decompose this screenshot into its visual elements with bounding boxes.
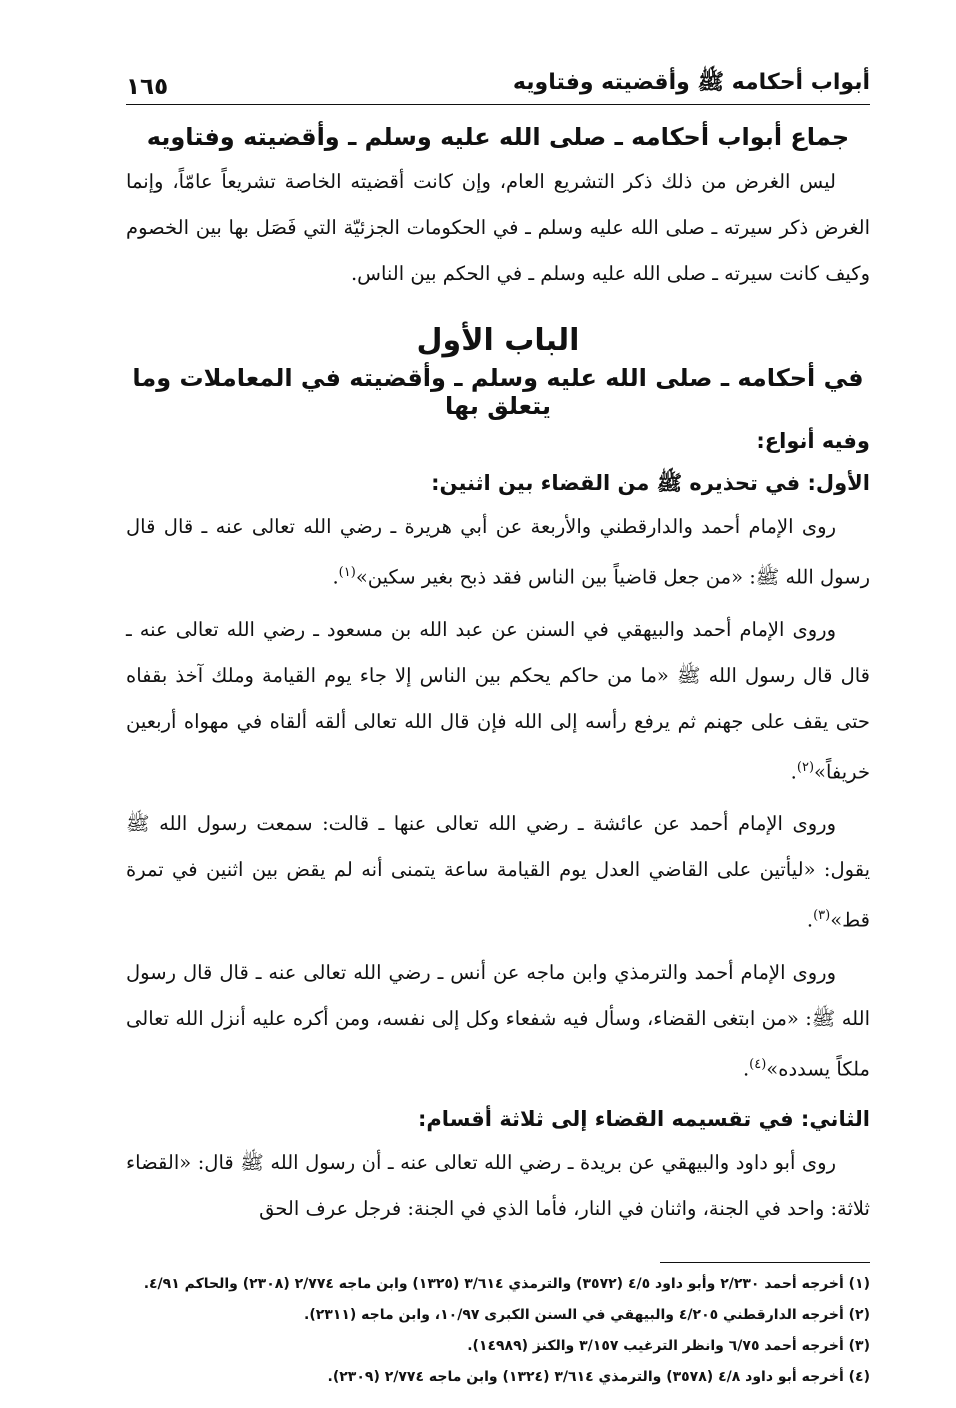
chapter-title: الباب الأول	[416, 323, 580, 358]
footnotes	[126, 1269, 870, 1393]
hadith-paragraph-3	[126, 801, 870, 944]
footnote-ref-2: (٢)	[796, 759, 815, 775]
hadith-end-4: .	[742, 1057, 750, 1080]
footnote-ref-1: (١)	[338, 565, 356, 580]
hadith-paragraph-4	[126, 950, 870, 1093]
chapter-subtitle: في أحكامه ـ صلى الله عليه وسلم ـ وأقضيته في المعاملات وما يتعلق بها	[132, 364, 864, 420]
section-title: جماع أبواب أحكامه ـ صلى الله عليه وسلم ـ وأقضيته وفتاويه	[146, 123, 850, 151]
hadith-paragraph-2	[126, 607, 870, 796]
footnote-ref-4: (٤)	[749, 1056, 767, 1072]
hadith-text-3: وروى الإمام أحمد عن عائشة ـ رضي الله تعالى عنها ـ قالت: سمعت رسول الله ﷺ يقول: «ليأتين على القاضي العدل يوم القيامة ساعة يتمنى أنه لم يقض بين اثنين في تمرة قط»	[126, 812, 870, 932]
footnote-3: (٣) أخرجه أحمد ٦/٧٥ وانظر الترغيب ٣/١٥٧ والكنز (١٤٩٨٩).	[467, 1338, 870, 1354]
hadith-end-1: .	[332, 565, 339, 589]
part1-heading: الأول: في تحذيره ﷺ من القضاء بين اثنين:	[431, 471, 870, 495]
page-number: ١٦٥	[126, 74, 169, 100]
section-intro-paragraph: ليس الغرض من ذلك ذكر التشريع العام، وإن كانت أقضيته الخاصة تشريعاً عامّاً، وإنما الغرض ذكر سيرته ـ صلى الله عليه وسلم ـ في الحكومات الجزئيّة التي فَصَل بها بين الخصوم وكيف كانت سيرته ـ صلى الله عليه وسلم ـ في الحكم بين الناس.	[126, 170, 870, 285]
part2-heading: الثاني: في تقسيمه القضاء إلى ثلاثة أقسام:	[418, 1107, 870, 1131]
footnote-2: (٢) أخرجه الدارقطني ٤/٢٠٥ والبيهقي في السنن الكبرى ١٠/٩٧، وابن ماجه (٢٣١١).	[304, 1307, 870, 1323]
hadith-text-4: وروى الإمام أحمد والترمذي وابن ماجه عن أنس ـ رضي الله تعالى عنه ـ قال قال رسول الله ﷺ: «من ابتغى القضاء، وسأل فيه شفعاء وكل إلى نفسه، ومن أكره عليه أنزل الله تعالى ملكاً يسدده»	[126, 960, 870, 1080]
chapter-intro-line: وفيه أنواع:	[756, 429, 870, 453]
footnote-ref-3: (٣)	[813, 908, 831, 923]
hadith-end-2: .	[790, 760, 797, 783]
book-page	[126, 56, 870, 1385]
hadith-text-1: روى الإمام أحمد والدارقطني والأربعة عن أبي هريرة ـ رضي الله تعالى عنه ـ قال قال رسول الله ﷺ: «من جعل قاضياً بين الناس فقد ذبح بغير سكين»	[126, 515, 870, 589]
hadith-end-3: .	[806, 908, 814, 932]
hadith-paragraph-1	[126, 504, 870, 601]
part2-paragraph: روى أبو داود والبيهقي عن بريدة ـ رضي الله تعالى عنه ـ أن رسول الله ﷺ قال: «القضاء ثلاثة: واحد في الجنة، واثنان في النار، فأما الذي في الجنة: فرجل عرف الحق	[126, 1151, 870, 1220]
footnote-1: (١) أخرجه أحمد ٢/٢٣٠ وأبو داود ٤/٥ (٣٥٧٢) والترمذي ٣/٦١٤ (١٣٢٥) وابن ماجه ٢/٧٧٤ (٢٣٠٨) والحاكم ٤/٩١.	[143, 1276, 870, 1292]
hadith-text-2: وروى الإمام أحمد والبيهقي في السنن عن عبد الله بن مسعود ـ رضي الله تعالى عنه ـ قال قال رسول الله ﷺ «ما من حاكم يحكم بين الناس إلا جاء يوم القيامة وملك آخذ بقفاه حتى يقف على جهنم ثم يرفع رأسه إلى الله فإن قال الله تعالى ألقه ألقاه في مهواه أربعين خريفاً»	[126, 617, 870, 783]
footnote-divider	[660, 1262, 870, 1263]
footnote-4: (٤) أخرجه أبو داود ٤/٨ (٣٥٧٨) والترمذي ٣/٦١٤ (١٣٢٤) وابن ماجه ٢/٧٧٤ (٢٣٠٩).	[327, 1369, 870, 1385]
running-header	[126, 56, 870, 105]
running-header-title: أبواب أحكامه ﷺ وأقضيته وفتاويه	[512, 70, 870, 95]
